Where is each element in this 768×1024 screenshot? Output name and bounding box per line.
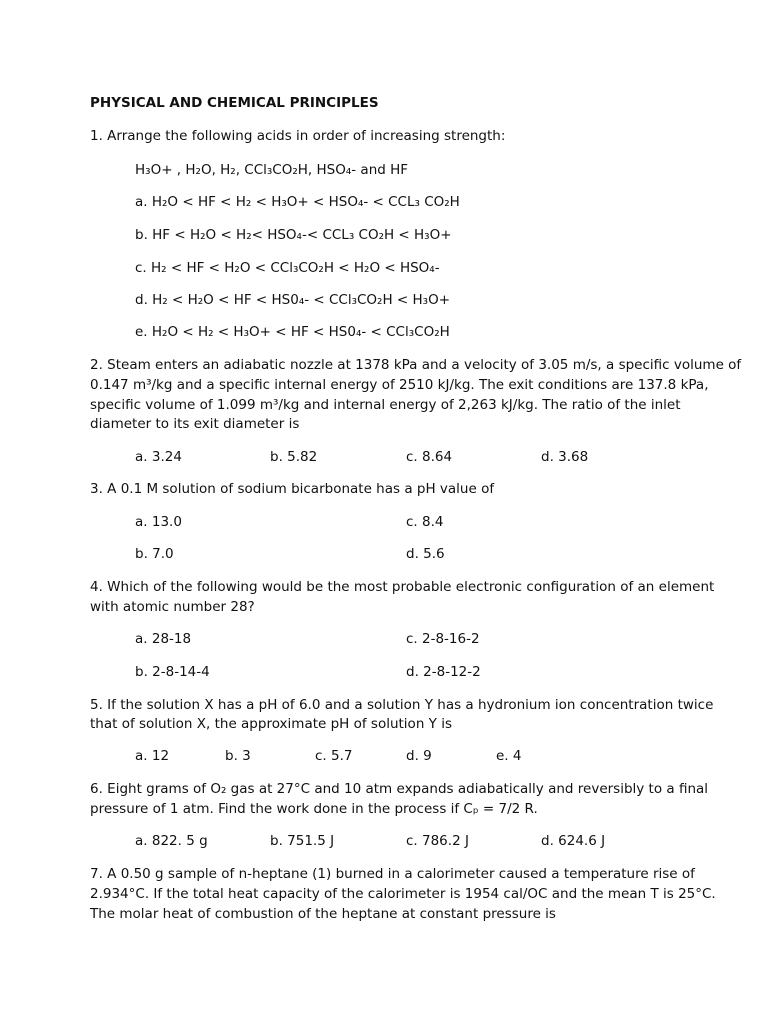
q3-option-b: b. 7.0: [135, 546, 174, 562]
q3-option-a: a. 13.0: [135, 514, 182, 530]
q2-option-a: a. 3.24: [135, 449, 182, 465]
q2-option-c: c. 8.64: [406, 449, 453, 465]
q7-line-1: 7. A 0.50 g sample of n-heptane (1) burned in a calorimeter caused a temperature rise of: [90, 866, 695, 882]
q2-line-4: diameter to its exit diameter is: [90, 416, 300, 432]
q1-option-e: e. H₂O < H₂ < H₃O+ < HF < HS0₄- < CCl₃CO₂H: [135, 324, 450, 340]
q5-option-b: b. 3: [225, 748, 251, 764]
q6-option-b: b. 751.5 J: [270, 833, 335, 849]
q3-option-c: c. 8.4: [406, 514, 444, 530]
q2-option-b: b. 5.82: [270, 449, 318, 465]
q6-option-a: a. 822. 5 g: [135, 833, 208, 849]
q4-line-2: with atomic number 28?: [90, 599, 255, 615]
q2-line-3: specific volume of 1.099 m³/kg and internal energy of 2,263 kJ/kg. The ratio of the inlet: [90, 397, 681, 413]
q7-line-3: The molar heat of combustion of the heptane at constant pressure is: [90, 906, 556, 922]
q1-option-c: c. H₂ < HF < H₂O < CCl₃CO₂H < H₂O < HSO₄-: [135, 260, 440, 276]
q2-line-2: 0.147 m³/kg and a specific internal energy of 2510 kJ/kg. The exit conditions are 137.8 kPa,: [90, 377, 709, 393]
q3-question: 3. A 0.1 M solution of sodium bicarbonate has a pH value of: [90, 481, 495, 497]
q5-line-2: that of solution X, the approximate pH of solution Y is: [90, 716, 452, 732]
q6-option-c: c. 786.2 J: [406, 833, 469, 849]
q2-option-d: d. 3.68: [541, 449, 589, 465]
q4-line-1: 4. Which of the following would be the most probable electronic configuration of an element: [90, 579, 715, 595]
q3-option-d: d. 5.6: [406, 546, 445, 562]
q7-line-2: 2.934°C. If the total heat capacity of the calorimeter is 1954 cal/OC and the mean T is 25°C.: [90, 886, 716, 902]
page-title: PHYSICAL AND CHEMICAL PRINCIPLES: [90, 95, 379, 111]
q6-line-1: 6. Eight grams of O₂ gas at 27°C and 10 atm expands adiabatically and reversibly to a final: [90, 781, 709, 797]
q1-question: 1. Arrange the following acids in order of increasing strength:: [90, 128, 506, 144]
q5-option-c: c. 5.7: [315, 748, 353, 764]
q5-option-a: a. 12: [135, 748, 170, 764]
q6-option-d: d. 624.6 J: [541, 833, 606, 849]
q5-option-d: d. 9: [406, 748, 432, 764]
q5-line-1: 5. If the solution X has a pH of 6.0 and a solution Y has a hydronium ion concentration twice: [90, 697, 714, 713]
q4-option-a: a. 28-18: [135, 631, 192, 647]
q1-option-a: a. H₂O < HF < H₂ < H₃O+ < HSO₄- < CCL₃ CO₂H: [135, 194, 460, 210]
q1-acid-list: H₃O+ , H₂O, H₂, CCl₃CO₂H, HSO₄- and HF: [135, 162, 409, 178]
q1-option-d: d. H₂ < H₂O < HF < HS0₄- < CCl₃CO₂H < H₃O+: [135, 292, 451, 308]
q6-line-2: pressure of 1 atm. Find the work done in the process if Cₚ = 7/2 R.: [90, 801, 538, 817]
q4-option-d: d. 2-8-12-2: [406, 664, 481, 680]
q4-option-b: b. 2-8-14-4: [135, 664, 210, 680]
q2-line-1: 2. Steam enters an adiabatic nozzle at 1378 kPa and a velocity of 3.05 m/s, a specific volume of: [90, 357, 742, 373]
q1-option-b: b. HF < H₂O < H₂< HSO₄-< CCL₃ CO₂H < H₃O+: [135, 227, 452, 243]
q4-option-c: c. 2-8-16-2: [406, 631, 480, 647]
q5-option-e: e. 4: [496, 748, 522, 764]
